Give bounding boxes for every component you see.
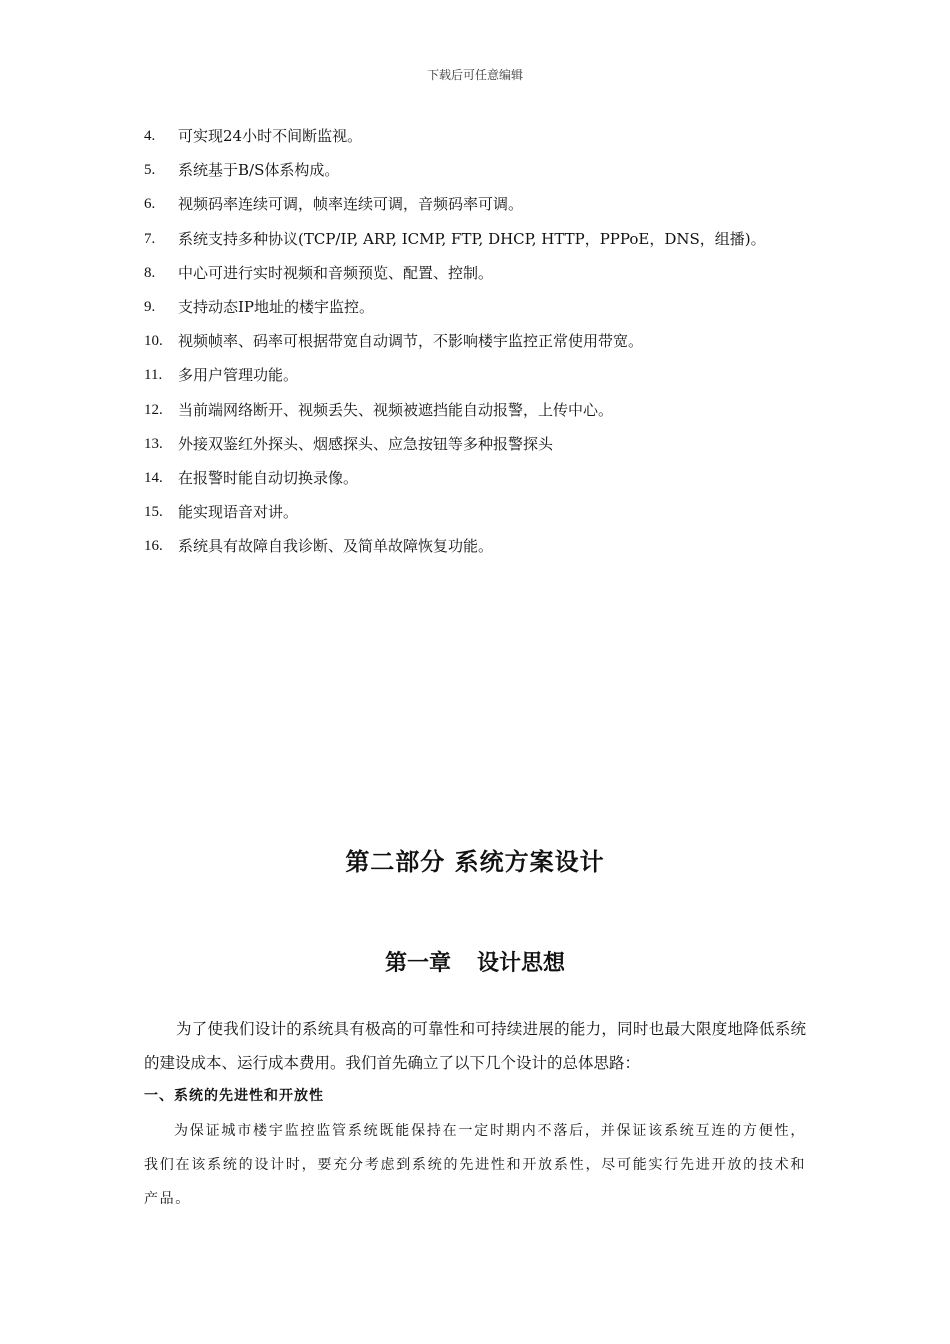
- part-title: 第二部分 系统方案设计: [345, 847, 605, 876]
- list-number: 15.: [144, 504, 163, 521]
- list-number: 10.: [144, 333, 163, 350]
- list-item: [144, 363, 824, 397]
- list-text: 视频码率连续可调，帧率连续可调，音频码率可调。: [178, 195, 524, 214]
- list-number: 7.: [144, 230, 156, 247]
- list-item: [144, 466, 824, 500]
- list-text: 多用户管理功能。: [178, 366, 299, 385]
- list-number: 8.: [144, 264, 156, 281]
- list-number: 12.: [144, 401, 163, 418]
- list-item: [144, 534, 824, 568]
- list-item: [144, 192, 824, 226]
- list-text: 中心可进行实时视频和音频预览、配置、控制。: [178, 263, 494, 282]
- list-item: [144, 124, 824, 158]
- feature-list: [144, 124, 824, 568]
- list-number: 5.: [144, 162, 156, 179]
- list-text: 能实现语音对讲。: [178, 503, 299, 522]
- list-text: 系统支持多种协议(TCP/IP, ARP, ICMP, FTP, DHCP, HTTP，PPPoE，DNS，组播)。: [178, 229, 766, 248]
- list-text: 可实现24小时不间断监视。: [178, 127, 363, 145]
- list-number: 6.: [144, 196, 156, 213]
- list-item: [144, 432, 824, 466]
- list-text: 支持动态IP地址的楼宇监控。: [178, 297, 375, 316]
- list-text: 视频帧率、码率可根据带宽自动调节，不影响楼宇监控正常使用带宽。: [178, 332, 644, 351]
- list-number: 14.: [144, 469, 163, 486]
- list-text: 系统基于B/S体系构成。: [178, 161, 340, 180]
- list-number: 4.: [144, 128, 156, 144]
- intro-paragraph: 为了使我们设计的系统具有极高的可靠性和可持续进展的能力，同时也最大限度地降低系统的建设成本、运行成本费用。我们首先确立了以下几个设计的总体思路：: [144, 1020, 806, 1072]
- list-item: [144, 329, 824, 363]
- list-item: [144, 227, 824, 261]
- list-item: [144, 295, 824, 329]
- list-item: [144, 261, 824, 295]
- list-text: 系统具有故障自我诊断、及简单故障恢复功能。: [178, 537, 494, 556]
- chapter-name: 设计思想: [477, 950, 566, 976]
- list-text: 当前端网络断开、视频丢失、视频被遮挡能自动报警，上传中心。: [178, 400, 614, 419]
- list-text: 在报警时能自动切换录像。: [178, 468, 359, 487]
- section-heading: 一、系统的先进性和开放性: [144, 1088, 324, 1104]
- chapter-title: [0, 946, 950, 977]
- list-item: [144, 500, 824, 534]
- section-paragraph: 为保证城市楼宇监控监管系统既能保持在一定时期内不落后，并保证该系统互连的方便性，我们在该系统的设计时，要充分考虑到系统的先进性和开放系性，尽可能实行先进开放的技术和产品。: [144, 1123, 806, 1207]
- list-number: 13.: [144, 435, 163, 452]
- page-header: 下载后可任意编辑: [426, 68, 523, 82]
- list-number: 11.: [144, 367, 163, 384]
- list-item: [144, 158, 824, 192]
- list-text: 外接双鉴红外探头、烟感探头、应急按钮等多种报警探头: [178, 434, 554, 453]
- chapter-label: 第一章: [384, 950, 451, 976]
- list-item: [144, 398, 824, 432]
- list-number: 9.: [144, 298, 156, 315]
- list-number: 16.: [144, 538, 163, 555]
